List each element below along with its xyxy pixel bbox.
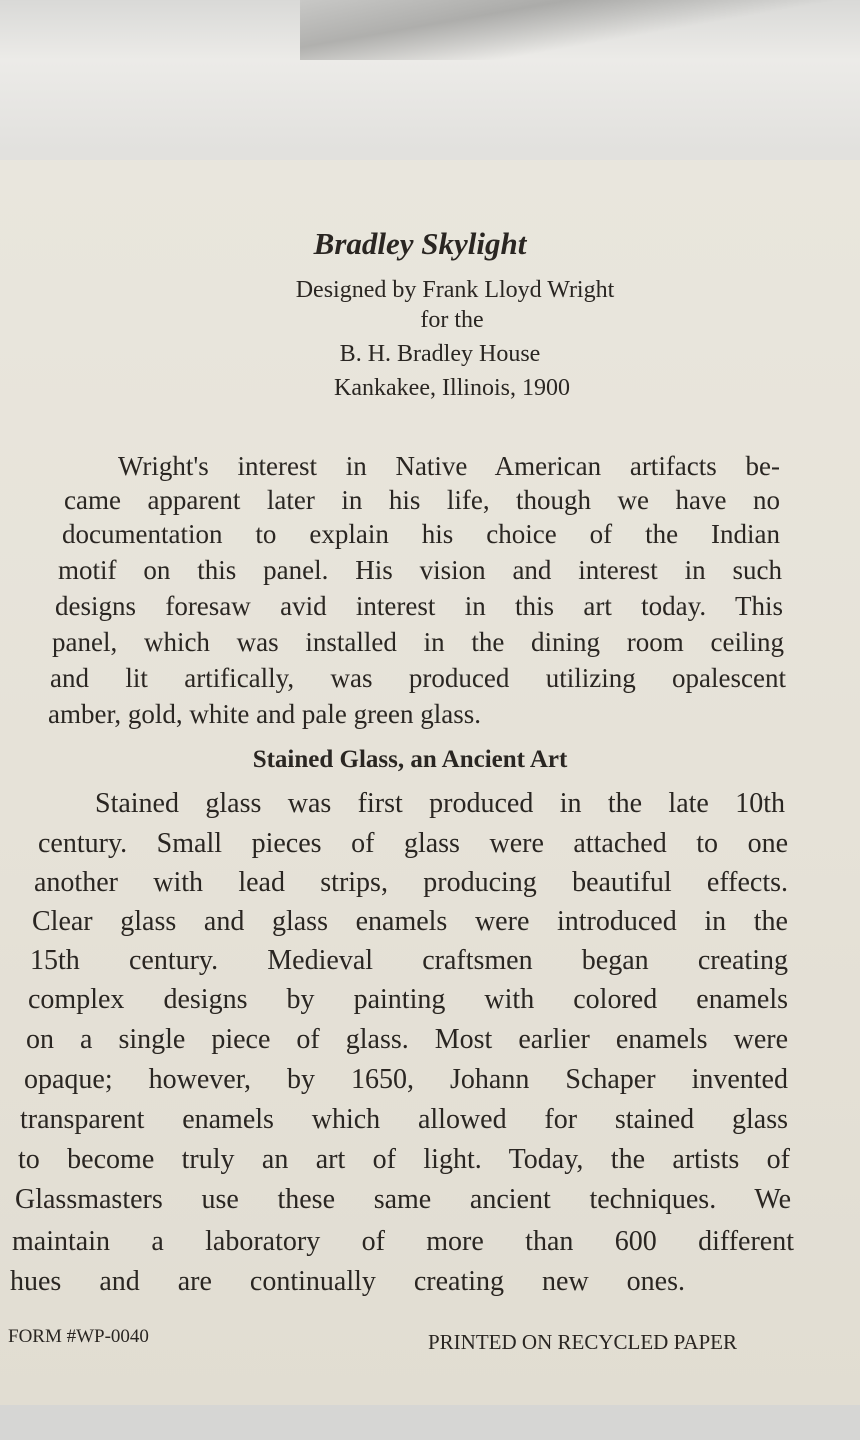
text-line: motif on this panel. His vision and interest in such (58, 555, 782, 585)
text-line: another with lead strips, producing beautiful effects. (34, 867, 788, 898)
form-number: FORM #WP-0040 (8, 1326, 149, 1347)
text-line: amber, gold, white and pale green glass. (48, 699, 482, 729)
for-line: for the (420, 307, 484, 333)
text-line: 15th century. Medieval craftsmen began creating (30, 945, 788, 976)
text-line: panel, which was installed in the dining room ceiling (52, 627, 784, 657)
text-line: and lit artifically, was produced utilizing opalescent (50, 663, 786, 693)
text-line: came apparent later in his life, though we have no (64, 485, 780, 515)
text-line: transparent enamels which allowed for stained glass (20, 1104, 788, 1135)
location-line: Kankakee, Illinois, 1900 (334, 375, 570, 401)
text-line: Wright's interest in Native American artifacts be- (118, 451, 780, 481)
text-line: maintain a laboratory of more than 600 different (12, 1226, 794, 1257)
recycled-paper-note: PRINTED ON RECYCLED PAPER (428, 1330, 738, 1354)
text-line: century. Small pieces of glass were attached to one (38, 828, 788, 859)
text-line: opaque; however, by 1650, Johann Schaper invented (24, 1064, 788, 1095)
text-line: designs foresaw avid interest in this art today. This (55, 591, 783, 621)
designer-line: Designed by Frank Lloyd Wright (295, 277, 615, 303)
text-line: Stained glass was first produced in the late 10th (95, 788, 785, 819)
text-line: on a single piece of glass. Most earlier enamels were (26, 1024, 788, 1055)
text-line: hues and are continually creating new ones. (10, 1266, 685, 1297)
text-line: complex designs by painting with colored enamels (28, 984, 788, 1015)
background-fabric (300, 0, 860, 60)
section-heading: Stained Glass, an Ancient Art (252, 746, 568, 773)
background-fabric-bottom (0, 1405, 860, 1440)
text-line: documentation to explain his choice of the Indian (62, 519, 780, 549)
text-line: Glassmasters use these same ancient techniques. We (15, 1184, 791, 1215)
house-name: B. H. Bradley House (339, 341, 541, 367)
text-line: to become truly an art of light. Today, the artists of (18, 1144, 790, 1175)
text-line: Clear glass and glass enamels were introduced in the (32, 906, 788, 937)
document-title: Bradley Skylight (313, 226, 527, 261)
